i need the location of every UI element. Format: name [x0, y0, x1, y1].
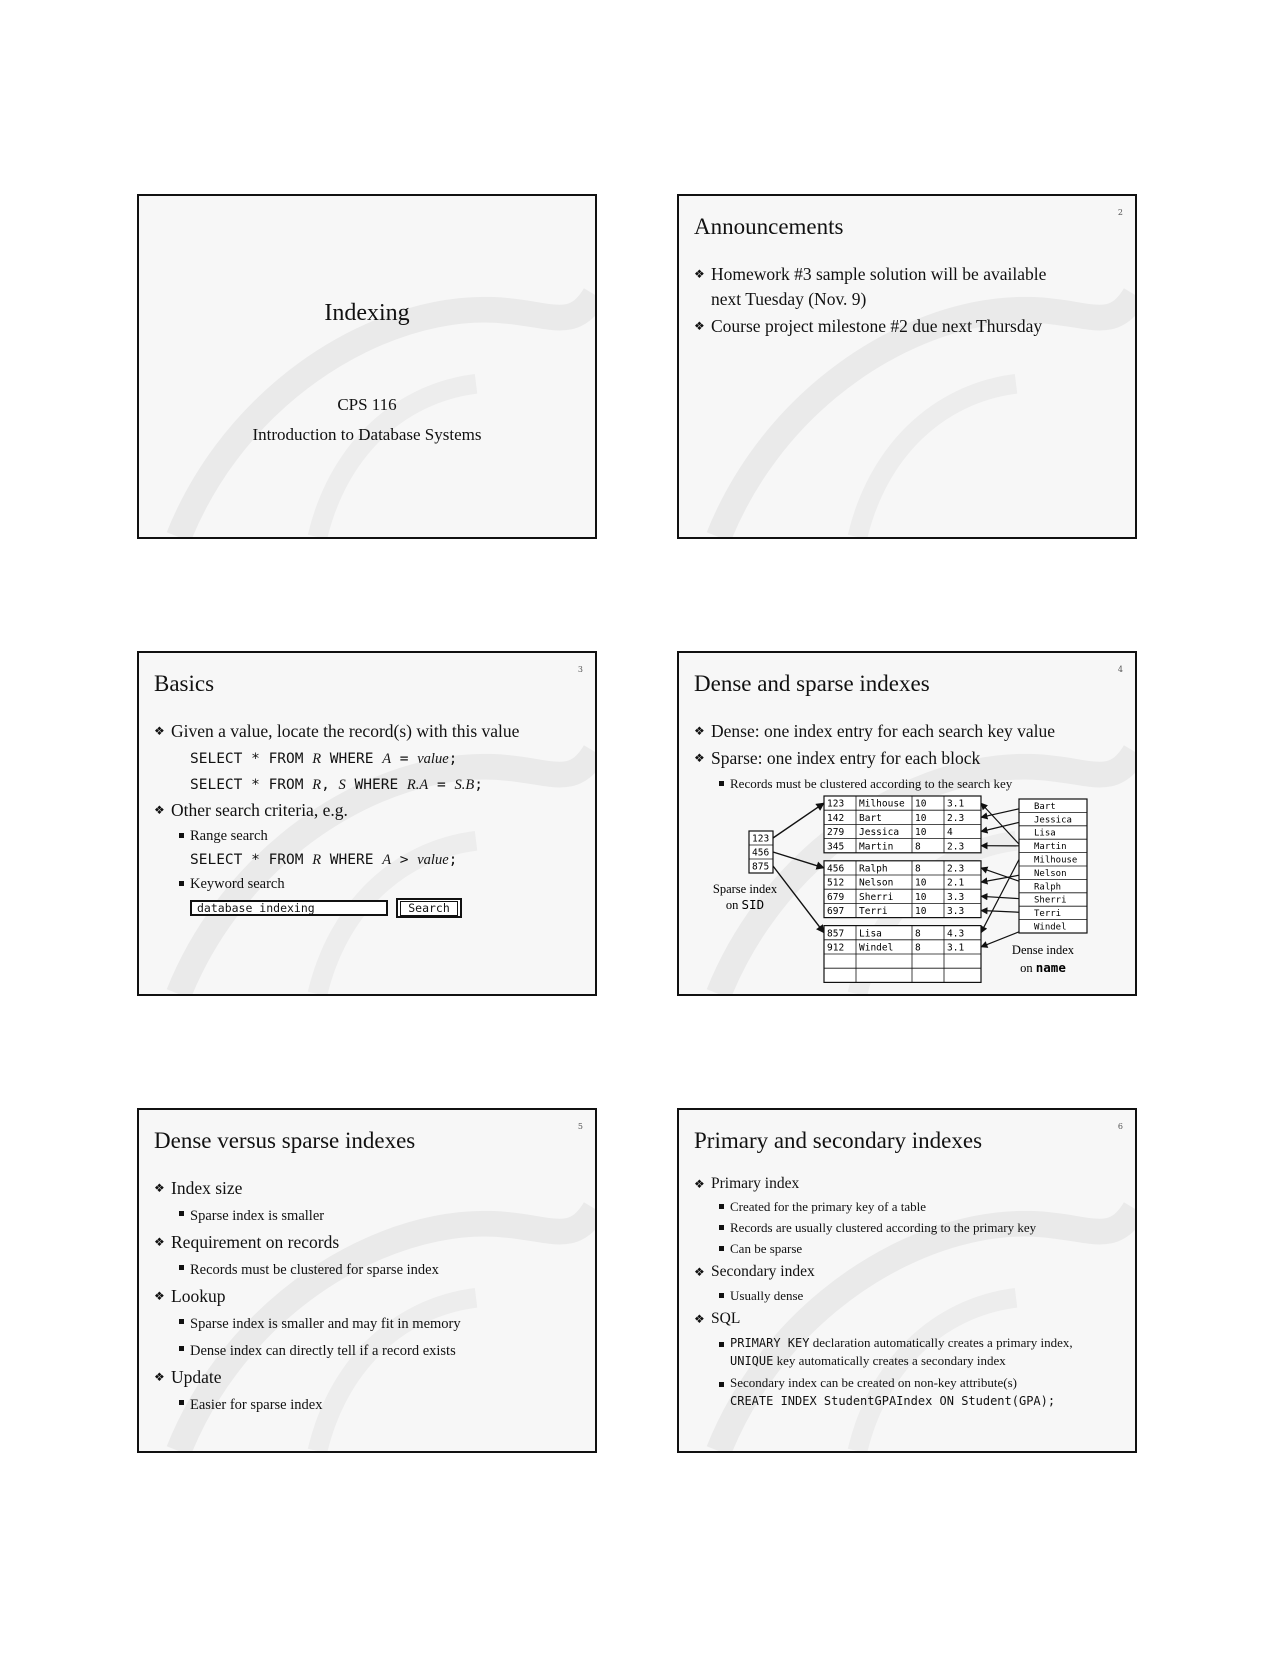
record-cell: 3.1 [947, 798, 965, 810]
bullet: ❖ Sparse: one index entry for each block [694, 746, 1123, 771]
sub-bullet: Records must be clustered according to the search key [694, 773, 1123, 794]
record-cell: 4 [947, 827, 953, 839]
slide-2 [677, 194, 1137, 539]
dense-index-entry: Terri [1034, 909, 1062, 920]
sparse-index-label: Sparse index [712, 882, 778, 896]
record-cell: 679 [827, 891, 845, 903]
record-cell: Windel [859, 942, 894, 954]
slide-title: Indexing [324, 300, 410, 326]
record-cell: Terri [859, 906, 888, 918]
record-cell: 2.3 [947, 812, 965, 824]
slide-title: Announcements [694, 214, 844, 239]
sparse-index-entry: 875 [752, 861, 770, 873]
sparse-pointer [773, 866, 824, 933]
slide-number: 2 [1117, 208, 1123, 217]
record-cell: 279 [827, 827, 845, 839]
sql-query-2: SELECT * FROM R, S WHERE R.A = S.B; [190, 777, 483, 793]
record-cell: 3.1 [947, 942, 965, 954]
search-button-label: Search [400, 901, 458, 916]
sub-bullet: Sparse index is smaller and may fit in memory [154, 1311, 583, 1338]
sub-bullet: Keyword search [154, 873, 583, 895]
sparse-pointer [773, 852, 824, 868]
bullet-text-cont: next Tuesday (Nov. 9) [711, 289, 867, 309]
record-cell: 2.3 [947, 863, 965, 875]
slide-number: 4 [1117, 665, 1123, 674]
record-cell: 912 [827, 942, 845, 954]
record-cell: Lisa [859, 928, 882, 940]
record-cell: 3.3 [947, 906, 965, 918]
record-cell: 512 [827, 877, 845, 889]
record-cell: 142 [827, 812, 845, 824]
watermark [679, 196, 1135, 537]
record-cell: Milhouse [859, 798, 905, 810]
sub-bullet: Records must be clustered for sparse index [154, 1257, 583, 1284]
sparse-pointer [773, 803, 824, 838]
slide-1 [137, 194, 597, 539]
bullet: ❖ Given a value, locate the record(s) with this value [154, 719, 583, 744]
search-input[interactable]: database indexing [190, 900, 388, 916]
dense-index-entry: Lisa [1034, 828, 1056, 839]
record-cell: 8 [915, 841, 921, 853]
bullet: ❖ Course project milestone #2 due next Thursday [694, 314, 1123, 339]
record-cell: 8 [915, 942, 921, 954]
record-cell: 123 [827, 798, 845, 810]
record-cell: 8 [915, 863, 921, 875]
sub-bullet: Sparse index is smaller [154, 1203, 583, 1230]
slide-number: 5 [577, 1122, 583, 1131]
bullet: ❖ Primary index [694, 1172, 1123, 1196]
dense-index-entry: Nelson [1034, 868, 1067, 879]
slide-title: Dense versus sparse indexes [154, 1128, 416, 1153]
sub-bullet: Range search [154, 825, 583, 847]
dense-index-label: Dense index [1011, 943, 1075, 957]
bullet-text: Homework #3 sample solution will be available [711, 264, 1047, 284]
slide-3 [137, 651, 597, 996]
bullet: ❖ Other search criteria, e.g. [154, 798, 583, 823]
dense-index-entry: Windel [1034, 922, 1067, 933]
dense-index-entry: Jessica [1034, 815, 1072, 826]
slide-title: Basics [154, 671, 215, 696]
search-button[interactable] [396, 898, 462, 918]
slide-number: 6 [1117, 1122, 1123, 1131]
bullet: ❖ Dense: one index entry for each search key value [694, 719, 1123, 744]
record-cell: 10 [915, 827, 927, 839]
record-cell: 456 [827, 863, 845, 875]
slide-5 [137, 1108, 597, 1453]
bullet: ❖ Secondary index [694, 1259, 1123, 1285]
slide-6 [677, 1108, 1137, 1453]
record-cell: Martin [859, 841, 894, 853]
sub-bullet: PRIMARY KEY declaration automatically creates a primary index, UNIQUE key automatically creates a secondary index [694, 1334, 1123, 1370]
record-cell: 8 [915, 928, 921, 940]
dense-index-key: on name [1020, 960, 1066, 975]
slide-4 [677, 651, 1137, 996]
record-cell: 10 [915, 906, 927, 918]
bullet [694, 262, 1123, 312]
record-cell: 10 [915, 798, 927, 810]
sub-bullet: Usually dense [694, 1285, 1123, 1306]
sub-bullet: Can be sparse [694, 1238, 1123, 1259]
index-diagram [679, 653, 1137, 996]
record-cell: 10 [915, 877, 927, 889]
sub-bullet: Easier for sparse index [154, 1392, 583, 1419]
record-cell: Sherri [859, 891, 894, 903]
record-cell: 3.3 [947, 891, 965, 903]
record-cell: 345 [827, 841, 845, 853]
dense-index-entry: Bart [1034, 801, 1056, 812]
sql-query-3: SELECT * FROM R WHERE A > value; [190, 852, 458, 868]
sub-bullet: Records are usually clustered according to the primary key [694, 1217, 1123, 1238]
record-cell: 697 [827, 906, 845, 918]
bullet: ❖ Index size [154, 1176, 583, 1201]
record-cell: 10 [915, 891, 927, 903]
record-cell: 10 [915, 812, 927, 824]
keyword-search-form [190, 898, 583, 918]
dense-index-entry: Ralph [1034, 882, 1062, 893]
record-cell: Ralph [859, 863, 888, 875]
bullet: ❖ Update [154, 1365, 583, 1390]
bullet: ❖ Lookup [154, 1284, 583, 1309]
record-cell: 2.3 [947, 841, 965, 853]
slide-number: 3 [577, 665, 583, 674]
dense-index-entry: Sherri [1034, 895, 1067, 906]
record-cell: Bart [859, 812, 882, 824]
sparse-index-entry: 123 [752, 833, 770, 845]
course-subtitle: Introduction to Database Systems [252, 425, 482, 444]
sub-bullet: Secondary index can be created on non-key attribute(s) CREATE INDEX StudentGPAIndex ON Student(GPA); [694, 1374, 1123, 1410]
sparse-index-entry: 456 [752, 847, 770, 859]
sql-query-1: SELECT * FROM R WHERE A = value; [190, 751, 458, 767]
bullet: ❖ SQL [694, 1306, 1123, 1332]
sparse-index-key: on SID [725, 897, 765, 912]
slide-title: Primary and secondary indexes [694, 1128, 983, 1153]
record-cell: 857 [827, 928, 845, 940]
sub-bullet: Created for the primary key of a table [694, 1196, 1123, 1217]
bullet: ❖ Requirement on records [154, 1230, 583, 1255]
slide-title: Dense and sparse indexes [694, 671, 930, 696]
course-code: CPS 116 [337, 395, 397, 414]
record-cell: 2.1 [947, 877, 965, 889]
sub-bullet: Dense index can directly tell if a record exists [154, 1338, 583, 1365]
dense-index-entry: Martin [1034, 842, 1067, 853]
watermark [139, 196, 595, 537]
record-cell: Jessica [859, 827, 900, 839]
record-cell: 4.3 [947, 928, 965, 940]
dense-index-entry: Milhouse [1034, 855, 1078, 866]
record-cell: Nelson [859, 877, 894, 889]
